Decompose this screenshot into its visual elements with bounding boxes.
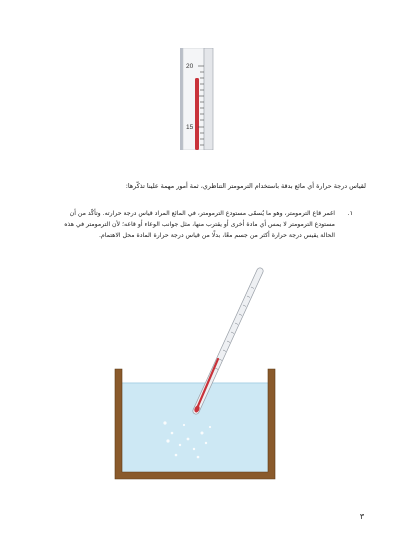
intro-paragraph: لقياس درجة حرارة أي مائع بدقة باستخدام الترمومتر التناظري، ثمة أمور مهمة علينا تذكّرها: <box>125 182 366 190</box>
frame-left <box>180 48 183 150</box>
tick-label-20: 20 <box>186 63 194 70</box>
page-number: ٣ <box>359 512 365 521</box>
thermometer-scale-figure <box>180 48 214 150</box>
beaker-thermometer-illustration <box>110 265 280 487</box>
list-item-text: اغمر قاع الترمومتر، وهو ما يُسمّى مستودع الترمومتر، في المائع المراد قياس درجة حرارته. وتأكّد من أن مستودع الترمومتر لا يمس أي مادة أخرى أو يقترب منها، مثل جوانب الوعاء أو قاعه؛ لأن الترمومتر في هذه الحالة يقيس درجة حرارة أكثر من جسم معًا، بدلًا من قياس درجة حرارة المادة محل الاهتمام. <box>64 210 335 239</box>
glass-tube <box>204 48 213 150</box>
list-item-number: ١. <box>347 209 353 217</box>
water <box>122 383 268 475</box>
red-liquid-column <box>195 78 199 150</box>
tick-label-15: 15 <box>186 124 194 131</box>
